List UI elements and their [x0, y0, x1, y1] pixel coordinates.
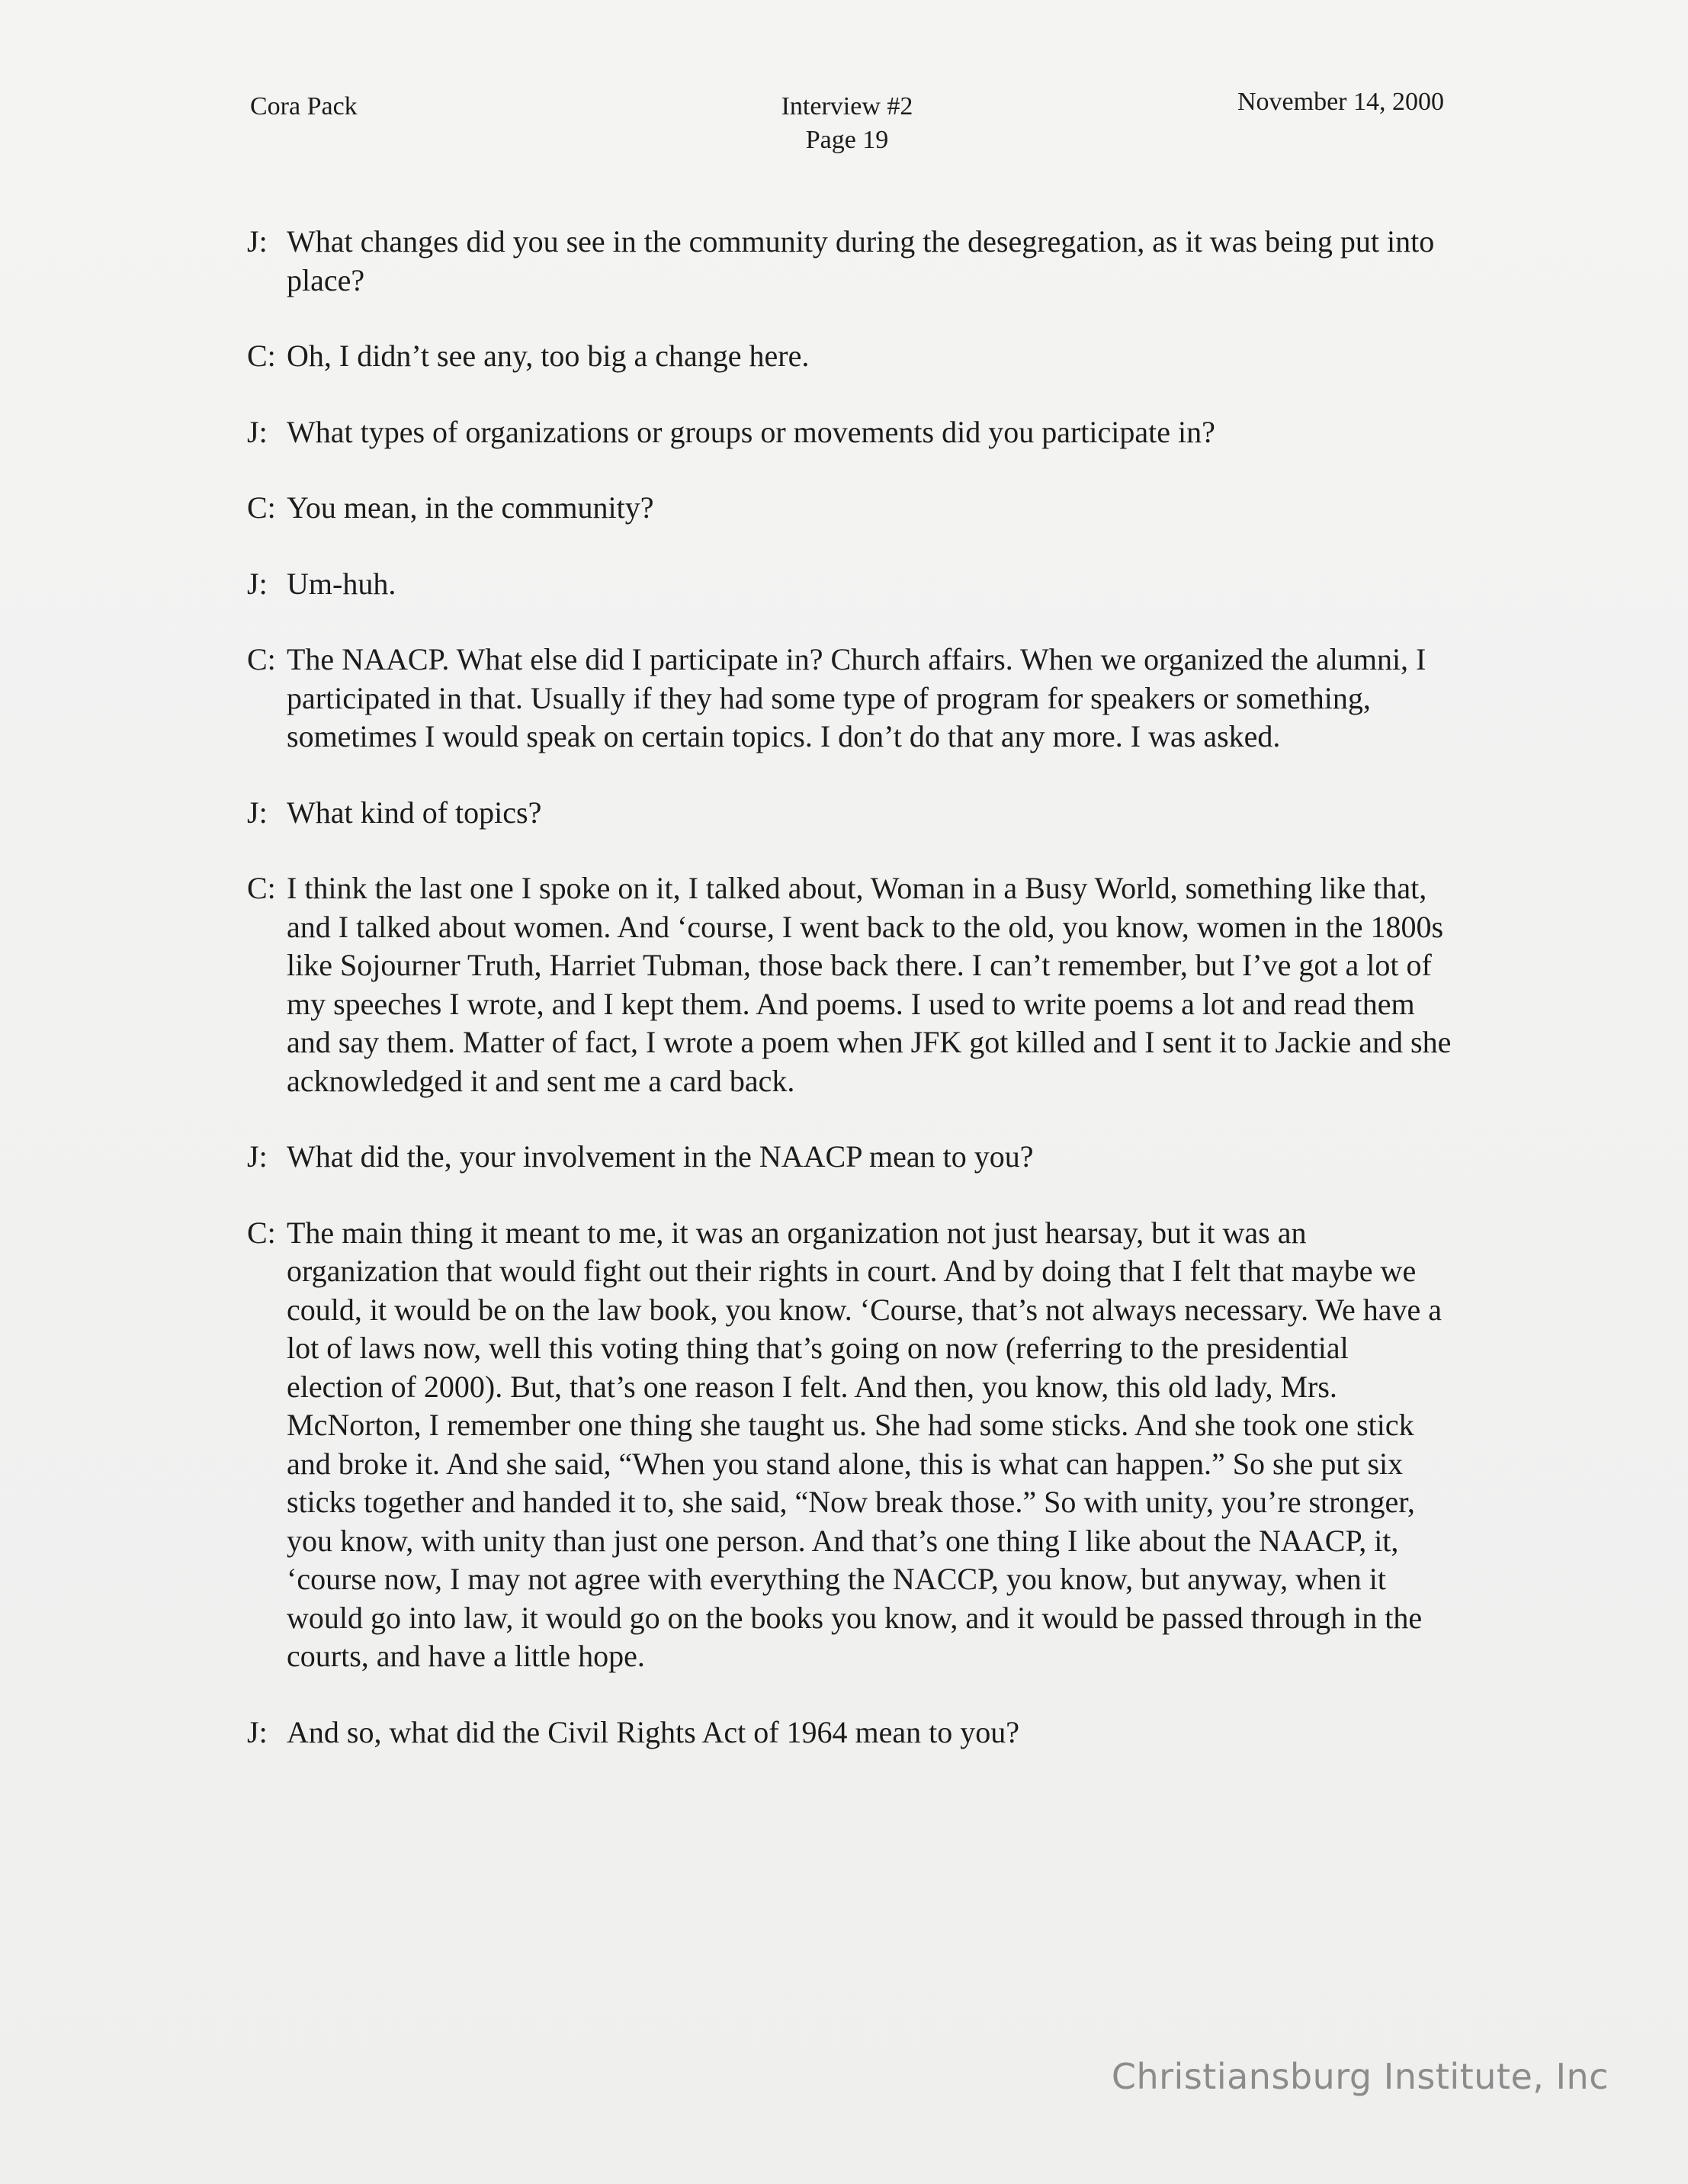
transcript-turn: [247, 1138, 1452, 1177]
utterance-text: Um-huh.: [287, 566, 396, 601]
utterance-text: I think the last one I spoke on it, I talked about, Woman in a Busy World, something like that, and I talked about women. And ‘course, I went back to the old, you know, women in the 1800s like Sojourner Truth, Harriet Tubman, those back there. I can’t remember, but I’ve got a lot of my speeches I wrote, and I kept them. And poems. I used to write poems a lot and read them and say them. Matter of fact, I wrote a poem when JFK got killed and I sent it to Jackie and she acknowledged it and sent me a card back.: [287, 871, 1452, 1098]
interview-date: November 14, 2000: [1237, 88, 1444, 116]
transcript-turn: [247, 1713, 1452, 1752]
speaker-label: C:: [247, 1215, 276, 1250]
speaker-label: J:: [247, 224, 268, 259]
transcript-turn: [247, 489, 1452, 528]
interviewee-name: Cora Pack: [250, 92, 358, 120]
utterance-text: The NAACP. What else did I participate in? Church affairs. When we organized the alumni, I participated in that. Usually if they had some type of program for speakers or something, sometimes I would speak on certain topics. I don’t do that any more. I was asked.: [287, 642, 1426, 753]
interview-number: Interview #2: [781, 92, 913, 120]
transcript-turn: [247, 1214, 1452, 1676]
utterance-text: And so, what did the Civil Rights Act of 1964 mean to you?: [287, 1714, 1020, 1749]
transcript-turn: [247, 413, 1452, 452]
utterance-text: The main thing it meant to me, it was an organization not just hearsay, but it was an organization that would fight out their rights in court. And by doing that I felt that maybe we could, it would be on the law book, you know. ‘Course, that’s not always necessary. We have a lot of laws now, well this voting thing that’s going on now (referring to the presidential election of 2000). But, that’s one reason I felt. And then, you know, this old lady, Mrs. McNorton, I remember one thing she taught us. She had some sticks. And she took one stick and broke it. And she said, “When you stand alone, this is what can happen.” So she put six sticks together and handed it to, she said, “Now break those.” So with unity, you’re stronger, you know, with unity than just one person. And that’s one thing I like about the NAACP, it, ‘course now, I may not agree with everything the NACCP, you know, but anyway, when it would go into law, it would go on the books you know, and it would be passed through in the courts, and have a little hope.: [287, 1215, 1442, 1673]
speaker-label: C:: [247, 871, 276, 905]
utterance-text: What types of organizations or groups or movements did you participate in?: [287, 414, 1215, 449]
transcript-turn: [247, 223, 1452, 300]
transcript-turn: [247, 794, 1452, 833]
transcript: [247, 223, 1452, 1789]
utterance-text: What did the, your involvement in the NAACP mean to you?: [287, 1139, 1034, 1174]
speaker-label: J:: [247, 566, 268, 601]
speaker-label: J:: [247, 414, 268, 449]
transcript-turn: [247, 337, 1452, 376]
utterance-text: You mean, in the community?: [287, 490, 654, 525]
page-header: [250, 85, 1444, 162]
speaker-label: J:: [247, 1139, 268, 1174]
transcript-turn: [247, 869, 1452, 1100]
transcript-turn: [247, 565, 1452, 604]
transcript-turn: [247, 641, 1452, 756]
utterance-text: What kind of topics?: [287, 795, 542, 830]
speaker-label: C:: [247, 339, 276, 373]
page-number: Page 19: [805, 126, 889, 154]
speaker-label: J:: [247, 1714, 268, 1749]
speaker-label: J:: [247, 795, 268, 830]
utterance-text: Oh, I didn’t see any, too big a change here.: [287, 339, 810, 373]
watermark: Christiansburg Institute, Inc: [1111, 2056, 1609, 2097]
speaker-label: C:: [247, 490, 276, 525]
speaker-label: C:: [247, 642, 276, 676]
utterance-text: What changes did you see in the community during the desegregation, as it was being put into place?: [287, 224, 1435, 297]
